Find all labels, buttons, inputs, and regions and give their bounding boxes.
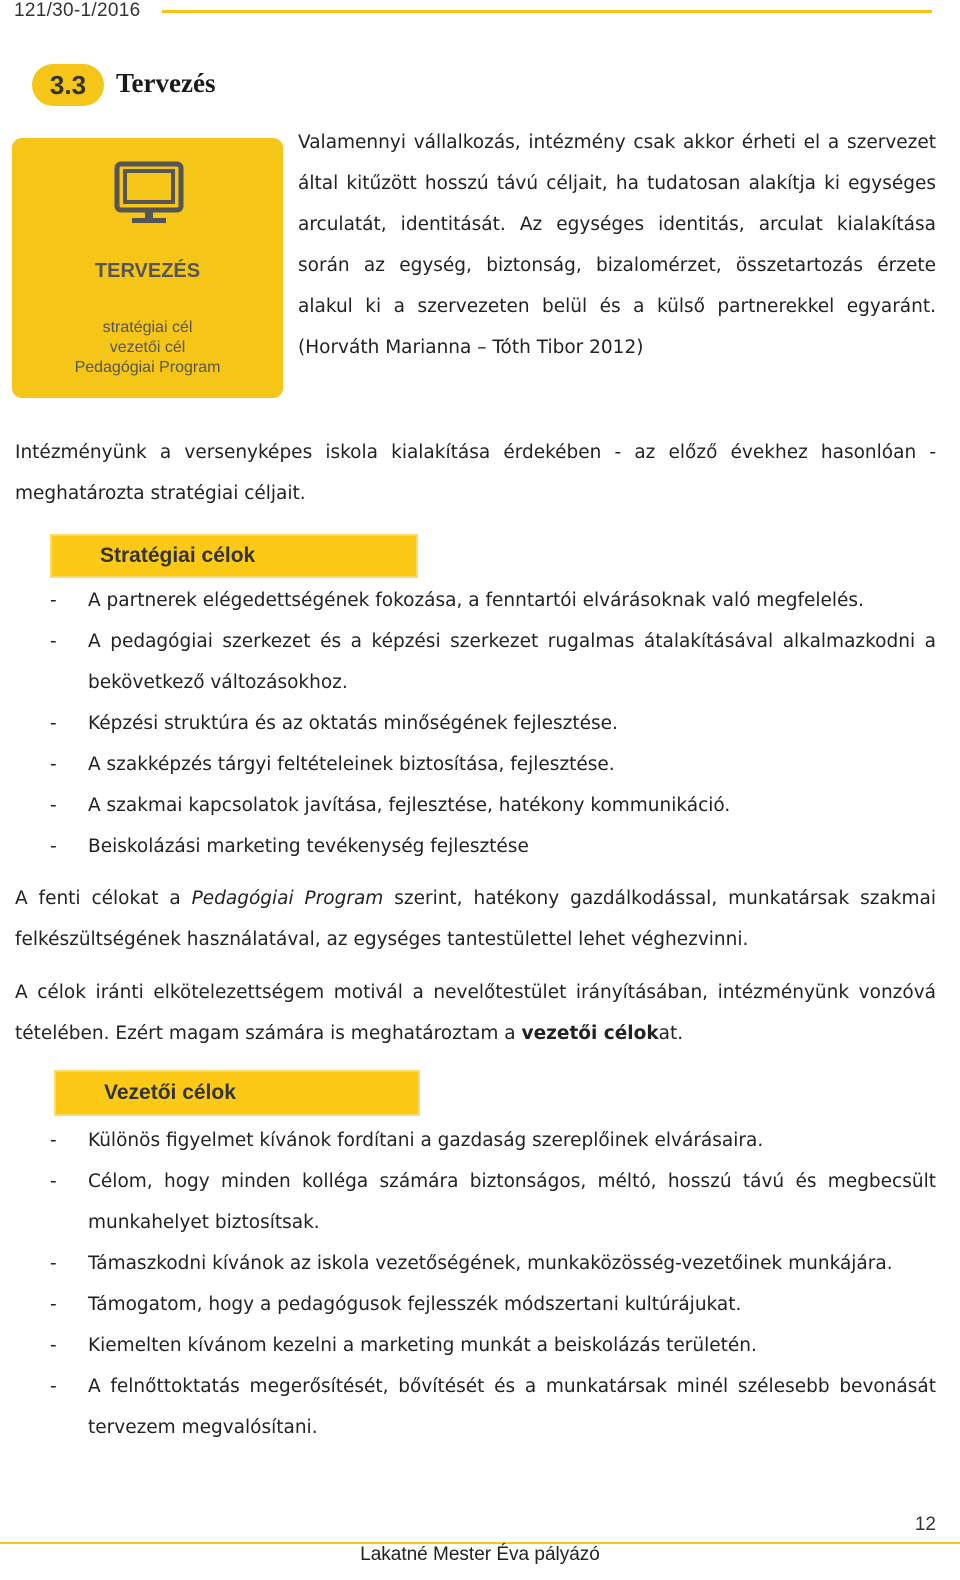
header-rule: [162, 10, 932, 13]
leader-commitment-paragraph: A célok iránti elkötelezettségem motivál a nevelőtestület irányításában, intézményünk vonzóvá tételében. Ezért magam számára is meghatároztam a vezetői célokat.: [15, 982, 936, 1044]
planning-sidebar-box: [12, 138, 283, 398]
pedagogical-program-paragraph: A fenti célokat a Pedagógiai Program szerint, hatékony gazdálkodással, munkatársak szakmai felkészültségének használatával, az egységes tantestülettel lehet véghezvinni.: [15, 888, 936, 950]
list-item: - A szakképzés tárgyi feltételeinek biztosítása, fejlesztése.: [50, 754, 615, 775]
document-id: 121/30-1/2016: [14, 0, 141, 21]
list-item: - A pedagógiai szerkezet és a képzési szerkezet rugalmas átalakításával alkalmazkodni a bekövetkező változásokhoz.: [50, 631, 936, 693]
list-item: - Támogatom, hogy a pedagógusok fejlesszék módszertani kultúrájukat.: [50, 1294, 742, 1315]
list-item: - A partnerek elégedettségének fokozása, a fenntartói elvárásoknak való megfelelés.: [50, 590, 864, 611]
list-item: - Kiemelten kívánom kezelni a marketing munkát a beiskolázás területén.: [50, 1335, 757, 1356]
strategy-intro-paragraph: Intézményünk a versenyképes iskola kialakítása érdekében - az előző évekhez hasonlóan - meghatározta stratégiai céljait.: [15, 442, 936, 504]
footer-author: Lakatné Mester Éva pályázó: [360, 1544, 600, 1565]
list-item: - Célom, hogy minden kolléga számára biztonságos, méltó, hosszú távú és megbecsült munkahelyet biztosítsak.: [50, 1171, 936, 1233]
intro-paragraph: Valamennyi vállalkozás, intézmény csak akkor érheti el a szervezet által kitűzött hosszú távú céljait, ha tudatosan alakítja ki egységes arculatát, identitását. Az egységes identitás, arculat kialakítása során az egység, biztonság, bizalomérzet, összetartozás érzete alakul ki a szervezeten belül és a külső partnerekkel egyaránt. (Horváth Marianna – Tóth Tibor 2012): [298, 132, 936, 358]
strategic-goals-list: [50, 580, 936, 867]
leader-goals-list: [50, 1120, 936, 1448]
list-item: - Különös figyelmet kívánok fordítani a gazdaság szereplőinek elvárásaira.: [50, 1130, 764, 1151]
list-item: - A felnőttoktatás megerősítését, bővítését és a munkatársak minél szélesebb bevonását tervezem megvalósítani.: [50, 1376, 936, 1438]
sidebar-title: TERVEZÉS: [94, 260, 201, 282]
list-item: - Képzési struktúra és az oktatás minőségének fejlesztése.: [50, 713, 618, 734]
section-number-badge: 3.3: [32, 64, 104, 106]
list-item: - Beiskolázási marketing tevékenység fejlesztése: [50, 836, 529, 857]
list-item: - A szakmai kapcsolatok javítása, fejlesztése, hatékony kommunikáció.: [50, 795, 731, 816]
monitor-icon: [114, 160, 184, 230]
sidebar-item: Pedagógiai Program: [74, 359, 221, 376]
sidebar-item: vezetői cél: [109, 339, 186, 356]
section-title: Tervezés: [116, 68, 216, 98]
strategic-goals-heading: Stratégiai célok: [50, 534, 418, 578]
sidebar-list: [12, 318, 283, 378]
leader-goals-heading: Vezetői célok: [54, 1070, 420, 1116]
pedagogical-program-emphasis: Pedagógiai Program: [191, 888, 384, 909]
page-number: 12: [914, 1514, 936, 1535]
leader-goals-emphasis: vezetői célok: [521, 1023, 659, 1044]
sidebar-item: stratégiai cél: [102, 319, 193, 336]
list-item: - Támaszkodni kívánok az iskola vezetőségének, munkaközösség-vezetőinek munkájára.: [50, 1253, 893, 1274]
